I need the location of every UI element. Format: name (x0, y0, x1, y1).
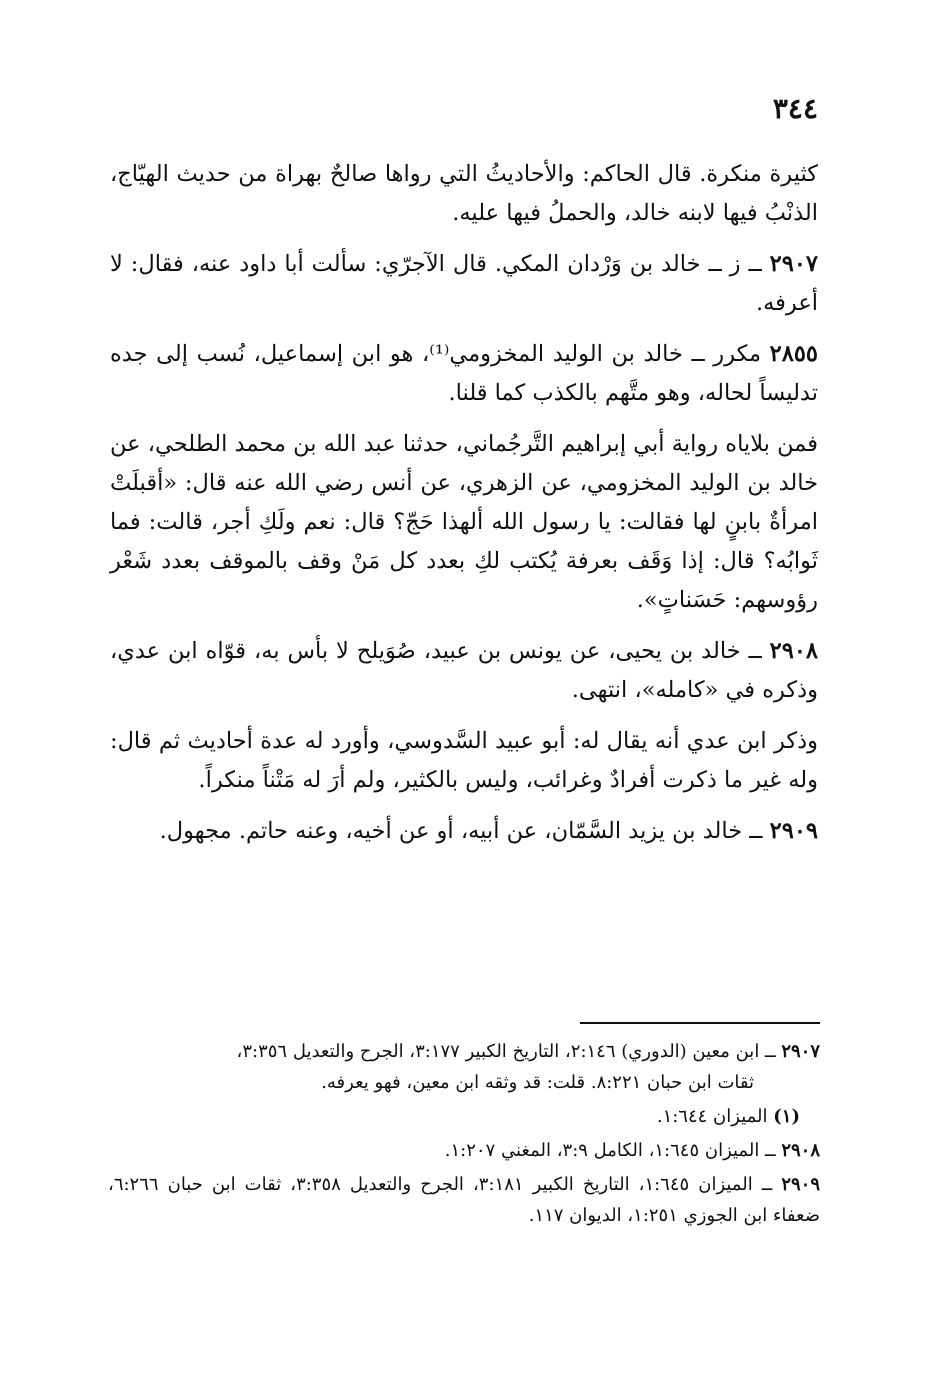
page-number: ٣٤٤ (772, 92, 818, 125)
entry-paragraph (110, 335, 818, 413)
footnote (108, 1135, 820, 1166)
paragraph-text: ــ ز ــ خالد بن وَرْدان المكي. قال الآجرّي: سألت أبا داود عنه، فقال: لا أعرفه. (110, 251, 818, 316)
footnote-number: ٢٩٠٨ (781, 1140, 820, 1161)
footnote-number: ٢٩٠٧ (781, 1041, 820, 1062)
entry-paragraph (110, 812, 818, 851)
entry-number: ٢٩٠٨ (769, 638, 819, 664)
entry-number: ٢٨٥٥ (769, 341, 818, 367)
paragraph (110, 155, 818, 233)
entry-number: ٢٩٠٧ (769, 251, 819, 277)
paragraph-text: كثيرة منكرة. قال الحاكم: والأحاديثُ التي رواها صالحٌ بهراة من حديث الهيّاج، الذنْبُ فيها لابنه خالد، والحملُ فيها عليه. (110, 161, 818, 226)
paragraph (110, 425, 818, 620)
paragraph-text: فمن بلاياه رواية أبي إبراهيم التَّرجُماني، حدثنا عبد الله بن محمد الطلحي، عن خالد بن الوليد المخزومي، عن الزهري، عن أنس رضي الله عنه قال: «أقبلَتْ امرأةٌ بابنٍ لها فقالت: يا رسول الله ألهذا حَجّ؟ قال: نعم ولَكِ أجر، قالت: فما ثَوابُه؟ قال: إذا وَقَف بعرفة يُكتب لكِ بعدد كل مَنْ وقف بالموقف بعدد شَعْر رؤوسهم: حَسَناتٍ». (110, 431, 818, 613)
footnote-number: (١) (773, 1106, 800, 1127)
footnote-text: الميزان ١:٦٤٤. (656, 1106, 768, 1127)
paragraph-text: وذكر ابن عدي أنه يقال له: أبو عبيد السَّدوسي، وأورد له عدة أحاديث ثم قال: وله غير ما ذكرت أفرادٌ وغرائب، وليس بالكثير، ولم أرَ له مَتْناً منكراً. (110, 728, 818, 793)
footnote-divider (580, 1022, 820, 1024)
footnote (108, 1169, 820, 1231)
footnote-text: ــ الميزان ١:٦٤٥، التاريخ الكبير ٣:١٨١، الجرح والتعديل ٣:٣٥٨، ثقات ابن حبان ٦:٢٦٦، ضعفاء ابن الجوزي ١:٢٥١، الديوان ١١٧. (108, 1174, 820, 1226)
paragraph-text: ــ خالد بن يزيد السَّمّان، عن أبيه، أو عن أخيه، وعنه حاتم. مجهول. (159, 818, 763, 844)
entry-paragraph (110, 632, 818, 710)
footnote-text: ــ الميزان ١:٦٤٥، الكامل ٣:٩، المغني ١:٢٠٧. (444, 1140, 776, 1161)
footnote-text: ــ ابن معين (الدوري) ٢:١٤٦، التاريخ الكبير ٣:١٧٧، الجرح والتعديل ٣:٣٥٦، (236, 1041, 776, 1062)
footnote-continuation: ثقات ابن حبان ٨:٢٢١. قلت: قد وثقه ابن معين، فهو يعرفه. (321, 1072, 754, 1093)
paragraph-text: ــ خالد بن يحيى، عن يونس بن عبيد، صُوَيلح لا بأس به، قوّاه ابن عدي، وذكره في «كامله»، انتهى. (110, 638, 818, 703)
footnotes (108, 1036, 820, 1234)
footnote (108, 1036, 820, 1098)
entry-number: ٢٩٠٩ (769, 818, 818, 844)
entry-paragraph (110, 245, 818, 323)
main-text (110, 155, 818, 863)
paragraph (110, 722, 818, 800)
paragraph-text: مكرر ــ خالد بن الوليد المخزومي⁽¹⁾، هو ابن إسماعيل، نُسب إلى جده تدليساً لحاله، وهو متَّهم بالكذب كما قلنا. (110, 341, 818, 406)
footnote-number: ٢٩٠٩ (781, 1174, 821, 1195)
footnote (108, 1101, 820, 1132)
